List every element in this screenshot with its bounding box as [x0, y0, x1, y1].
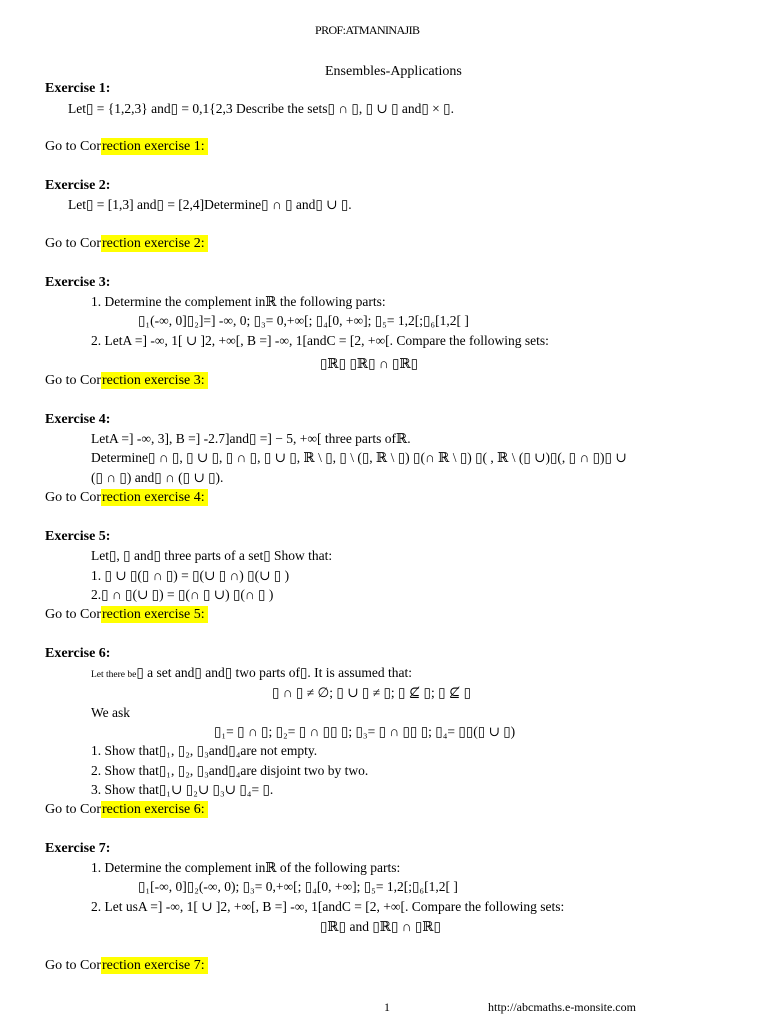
link-prefix[interactable]: Go to Cor: [45, 139, 101, 154]
link-prefix[interactable]: Go to Cor: [45, 958, 101, 973]
exercise-6-we-ask: We ask: [91, 705, 131, 720]
exercise-6-assumptions: ▯ ∩ ▯ ≠ ∅; ▯ ∪ ▯ ≠ ▯; ▯ ⊈ ▯; ▯ ⊈ ▯: [272, 685, 471, 700]
exercise-7-title: Exercise 7:: [45, 841, 111, 856]
exercise-4-determine-cont: (▯ ∩ ▯) and▯ ∩ (▯ ∪ ▯).: [91, 470, 224, 485]
link-highlight[interactable]: rection exercise 4:: [101, 489, 208, 506]
exercise-6-definitions: ▯₁= ▯ ∩ ▯; ▯₂= ▯ ∩ ▯▯ ▯; ▯₃= ▯ ∩ ▯▯ ▯; ▯₄= ▯▯(▯ ∪ ▯): [214, 724, 516, 739]
exercise-6-item-1: 1. Show that▯₁, ▯₂, ▯₃and▯₄are not empty.: [91, 743, 318, 758]
exercise-7-compare-sets: ▯ℝ▯ and ▯ℝ▯ ∩ ▯ℝ▯: [320, 919, 441, 934]
exercise-6-intro-small: Let there be: [91, 670, 137, 680]
exercise-2-statement: Let▯ = [1,3] and▯ = [2,4]Determine▯ ∩ ▯ and▯ ∪ ▯.: [68, 197, 352, 212]
exercise-3-title: Exercise 3:: [45, 275, 111, 290]
exercise-1-title: Exercise 1:: [45, 81, 111, 96]
exercise-5-correction-link[interactable]: [45, 607, 208, 623]
link-highlight[interactable]: rection exercise 3:: [101, 372, 208, 389]
link-prefix[interactable]: Go to Cor: [45, 373, 101, 388]
exercise-7-parts: ▯₁[-∞, 0]▯₂(-∞, 0); ▯₃= 0,+∞[; ▯₄[0, +∞]; ▯₅= 1,2[;▯₆[1,2[ ]: [138, 879, 458, 894]
link-highlight[interactable]: rection exercise 7:: [101, 957, 208, 974]
exercise-6-correction-link[interactable]: [45, 802, 208, 818]
exercise-5-item-2: 2.▯ ∩ ▯(∪ ▯) = ▯(∩ ▯ ∪) ▯(∩ ▯ ): [91, 587, 274, 602]
link-prefix[interactable]: Go to Cor: [45, 802, 101, 817]
exercise-3-compare-sets: ▯ℝ▯ ▯ℝ▯ ∩ ▯ℝ▯: [320, 356, 419, 371]
exercise-3-parts: ▯₁(-∞, 0]▯₂]=] -∞, 0; ▯₃= 0,+∞[; ▯₄[0, +∞]; ▯₅= 1,2[;▯₆[1,2[ ]: [138, 313, 469, 328]
exercise-2-correction-link[interactable]: [45, 236, 208, 252]
link-highlight[interactable]: rection exercise 5:: [101, 606, 208, 623]
document-title: Ensembles-Applications: [325, 64, 462, 79]
exercise-3-item-1: 1. Determine the complement inℝ the following parts:: [91, 294, 386, 309]
page-number: 1: [384, 1000, 390, 1014]
exercise-2-title: Exercise 2:: [45, 178, 111, 193]
exercise-4-statement: LetA =] -∞, 3], B =] -2.7]and▯ =] − 5, +∞[ three parts ofℝ.: [91, 431, 411, 446]
exercise-7-correction-link[interactable]: [45, 958, 208, 974]
link-prefix[interactable]: Go to Cor: [45, 236, 101, 251]
exercise-3-item-2: 2. LetA =] -∞, 1[ ∪ ]2, +∞[, B =] -∞, 1[andC = [2, +∞[. Compare the following sets:: [91, 333, 549, 348]
exercise-6-statement-text: ▯ a set and▯ and▯ two parts of▯. It is assumed that:: [136, 665, 413, 680]
footer-url[interactable]: http://abcmaths.e-monsite.com: [488, 1000, 636, 1014]
link-highlight[interactable]: rection exercise 6:: [101, 801, 208, 818]
link-highlight[interactable]: rection exercise 1:: [101, 138, 208, 155]
exercise-1-correction-link[interactable]: [45, 139, 208, 155]
link-highlight[interactable]: rection exercise 2:: [101, 235, 208, 252]
exercise-4-determine: Determine▯ ∩ ▯, ▯ ∪ ▯, ▯ ∩ ▯, ▯ ∪ ▯, ℝ \ ▯, ▯ \ (▯, ℝ \ ▯) ▯(∩ ℝ \ ▯) ▯( , ℝ \ (▯ ∪)▯(, ▯ ∩ ▯)▯ ∪: [91, 450, 627, 465]
exercise-4-title: Exercise 4:: [45, 412, 111, 427]
exercise-5-statement: Let▯, ▯ and▯ three parts of a set▯ Show that:: [91, 548, 333, 563]
exercise-6-item-3: 3. Show that▯₁∪ ▯₂∪ ▯₃∪ ▯₄= ▯.: [91, 782, 274, 797]
exercise-6-statement: [91, 665, 412, 683]
exercise-3-correction-link[interactable]: [45, 373, 208, 389]
exercise-7-item-2: 2. Let usA =] -∞, 1[ ∪ ]2, +∞[, B =] -∞, 1[andC = [2, +∞[. Compare the following sets:: [91, 899, 565, 914]
exercise-6-title: Exercise 6:: [45, 646, 111, 661]
exercise-1-statement: Let▯ = {1,2,3} and▯ = 0,1{2,3 Describe the sets▯ ∩ ▯, ▯ ∪ ▯ and▯ × ▯.: [68, 101, 454, 116]
exercise-4-correction-link[interactable]: [45, 490, 208, 506]
link-prefix[interactable]: Go to Cor: [45, 607, 101, 622]
page-header-author: PROF:ATMANINAJIB: [315, 23, 420, 37]
exercise-6-item-2: 2. Show that▯₁, ▯₂, ▯₃and▯₄are disjoint two by two.: [91, 763, 369, 778]
exercise-7-item-1: 1. Determine the complement inℝ of the following parts:: [91, 860, 401, 875]
exercise-5-title: Exercise 5:: [45, 529, 111, 544]
link-prefix[interactable]: Go to Cor: [45, 490, 101, 505]
exercise-5-item-1: 1. ▯ ∪ ▯(▯ ∩ ▯) = ▯(∪ ▯ ∩) ▯(∪ ▯ ): [91, 568, 290, 583]
